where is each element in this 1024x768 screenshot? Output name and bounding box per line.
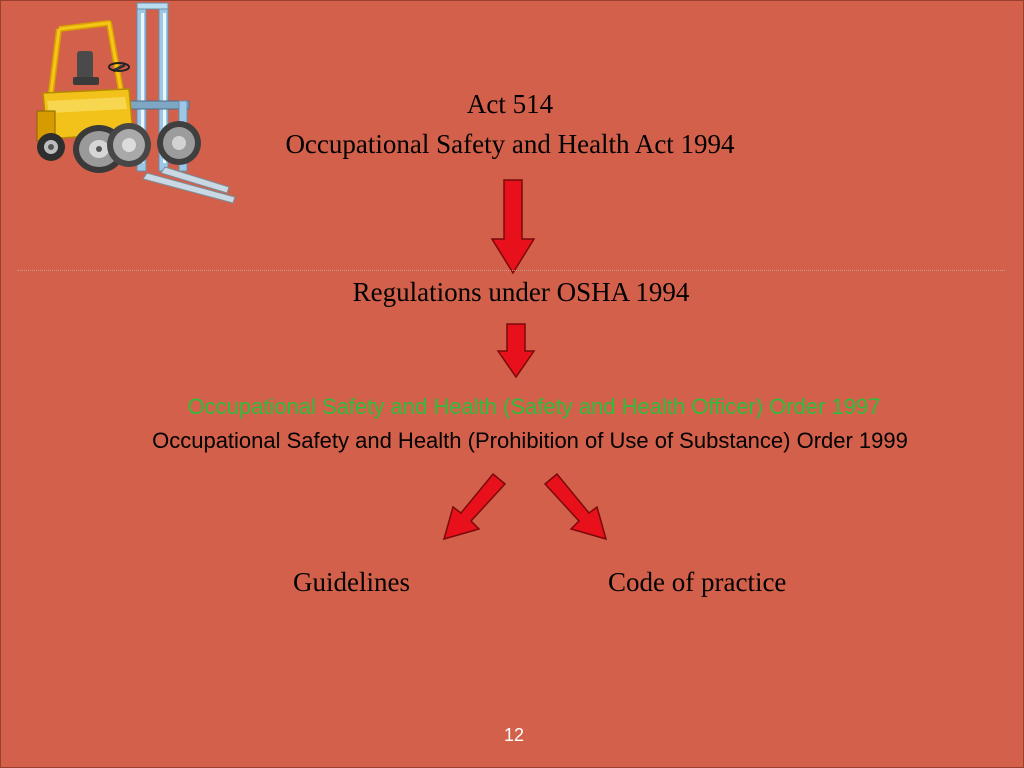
page-number: 12 bbox=[503, 725, 525, 745]
order-1997: Occupational Safety and Health (Safety and Health Officer) Order 1997 bbox=[187, 394, 881, 419]
act-number: Act 514 bbox=[466, 89, 554, 119]
arrow-down-right-icon bbox=[539, 471, 609, 543]
order-1999: Occupational Safety and Health (Prohibition of Use of Substance) Order 1999 bbox=[152, 428, 908, 453]
code-of-practice-label: Code of practice bbox=[608, 567, 787, 597]
arrow-down-icon bbox=[490, 179, 536, 275]
regulations-heading: Regulations under OSHA 1994 bbox=[352, 277, 690, 307]
act-title: Occupational Safety and Health Act 1994 bbox=[285, 129, 735, 159]
arrow-down-left-icon bbox=[441, 471, 511, 543]
divider-line bbox=[17, 270, 1005, 271]
guidelines-label: Guidelines bbox=[293, 567, 410, 597]
arrow-down-icon bbox=[496, 323, 536, 379]
